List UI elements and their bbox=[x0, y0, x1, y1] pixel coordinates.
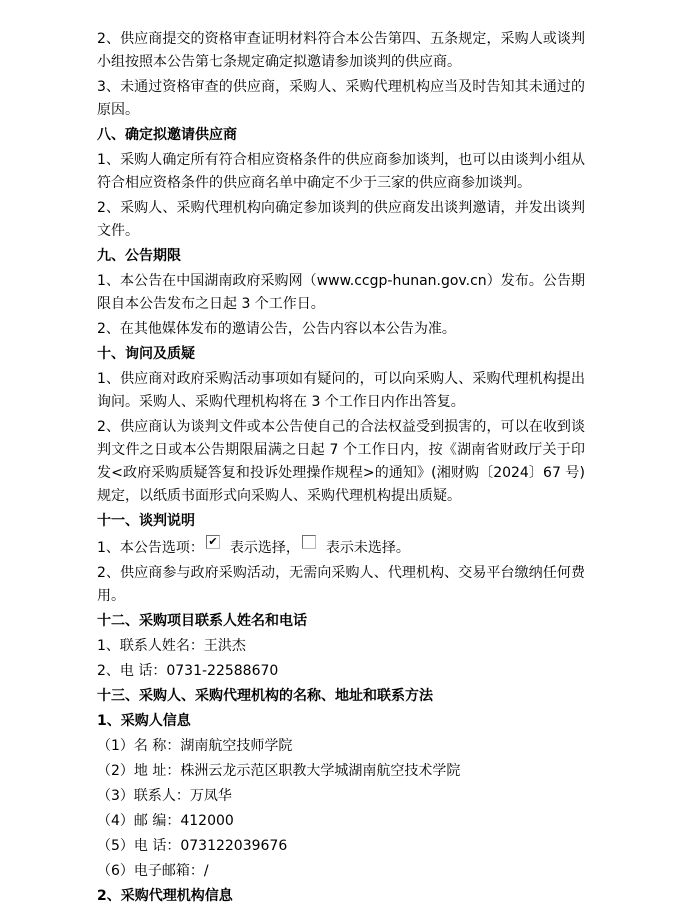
paragraph: 1、本公告在中国湖南政府采购网（www.ccgp-hunan.gov.cn）发布。公告期限自本公告发布之日起 3 个工作日。 bbox=[97, 273, 585, 312]
checked-option-label: 表示选择， bbox=[229, 540, 300, 556]
paragraph: 3、未通过资格审查的供应商，采购人、采购代理机构应当及时告知其未通过的原因。 bbox=[97, 79, 585, 118]
paragraph: （1）名 称：湖南航空技师学院 bbox=[97, 738, 293, 754]
paragraph: 2、电 话：0731-22588670 bbox=[97, 663, 279, 679]
section-heading: 十三、采购人、采购代理机构的名称、地址和联系方法 bbox=[97, 688, 433, 704]
section-heading: 八、确定拟邀请供应商 bbox=[97, 127, 237, 143]
checkbox-legend-prefix: 1、本公告选项： bbox=[97, 540, 204, 556]
checked-checkbox-icon bbox=[206, 535, 220, 549]
paragraph: 1、联系人姓名：王洪杰 bbox=[97, 638, 246, 654]
paragraph: 2、在其他媒体发布的邀请公告，公告内容以本公告为准。 bbox=[97, 321, 456, 337]
paragraph: 2、供应商提交的资格审查证明材料符合本公告第四、五条规定，采购人或谈判小组按照本公告第七条规定确定拟邀请参加谈判的供应商。 bbox=[97, 31, 585, 70]
paragraph: （5）电 话：073122039676 bbox=[97, 838, 288, 854]
unchecked-option-label: 表示未选择。 bbox=[325, 540, 410, 556]
paragraph: 1、采购人确定所有符合相应资格条件的供应商参加谈判，也可以由谈判小组从符合相应资格条件的供应商名单中确定不少于三家的供应商参加谈判。 bbox=[97, 152, 585, 191]
subsection-heading: 1、采购人信息 bbox=[97, 713, 191, 729]
section-heading: 十、询问及质疑 bbox=[97, 346, 195, 362]
paragraph: 2、供应商参与政府采购活动，无需向采购人、代理机构、交易平台缴纳任何费用。 bbox=[97, 565, 585, 604]
paragraph: （3）联系人：万凤华 bbox=[97, 788, 232, 804]
unchecked-checkbox-icon bbox=[302, 535, 316, 549]
checkmark-icon: ✔ bbox=[208, 535, 218, 548]
subsection-heading: 2、采购代理机构信息 bbox=[97, 888, 233, 904]
section-heading: 十一、谈判说明 bbox=[97, 513, 195, 529]
section-heading: 十二、采购项目联系人姓名和电话 bbox=[97, 613, 307, 629]
paragraph: 2、供应商认为谈判文件或本公告使自己的合法权益受到损害的，可以在收到谈判文件之日或本公告期限届满之日起 7 个工作日内，按《湖南省财政厅关于印发<政府采购质疑答复和投诉处理操作规程>的通知》(湘财购〔2024〕67 号)规定，以纸质书面形式向采购人、采购代理机构提出质疑。 bbox=[97, 419, 585, 504]
paragraph: （4）邮 编：412000 bbox=[97, 813, 234, 829]
paragraph: 2、采购人、采购代理机构向确定参加谈判的供应商发出谈判邀请，并发出谈判文件。 bbox=[97, 200, 585, 239]
paragraph: （6）电子邮箱：/ bbox=[97, 863, 209, 879]
checkbox-legend-line bbox=[97, 535, 585, 560]
paragraph: 1、供应商对政府采购活动事项如有疑问的，可以向采购人、采购代理机构提出询问。采购人、采购代理机构将在 3 个工作日内作出答复。 bbox=[97, 371, 585, 410]
section-heading: 九、公告期限 bbox=[97, 248, 181, 264]
paragraph: （2）地 址：株洲云龙示范区职教大学城湖南航空技术学院 bbox=[97, 763, 461, 779]
